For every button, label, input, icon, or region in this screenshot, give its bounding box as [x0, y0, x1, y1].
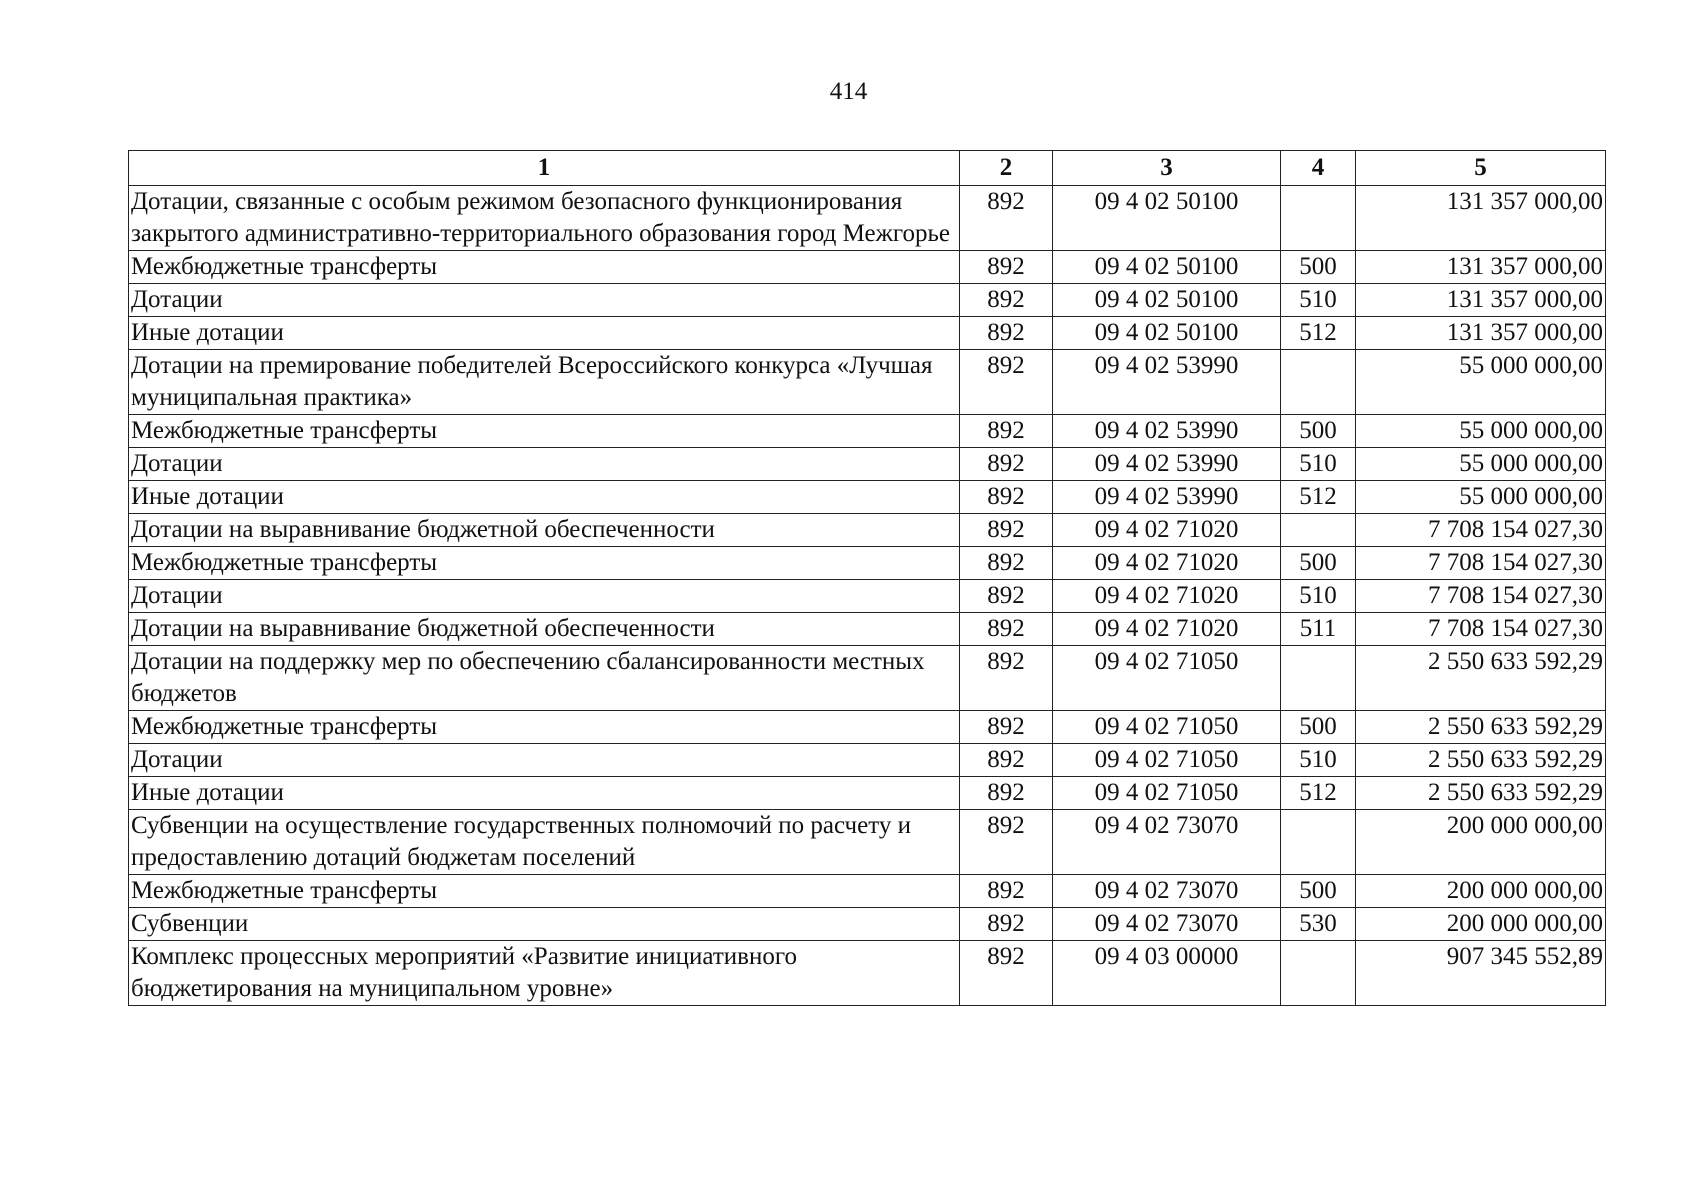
amount-cell: 7 708 154 027,30 — [1356, 580, 1606, 613]
ministry-code-cell: 892 — [960, 481, 1053, 514]
expense-type-cell: 500 — [1281, 251, 1356, 284]
ministry-code-cell: 892 — [960, 613, 1053, 646]
expense-type-cell: 500 — [1281, 875, 1356, 908]
expense-type-cell: 510 — [1281, 448, 1356, 481]
expense-type-cell — [1281, 350, 1356, 415]
target-article-cell: 09 4 02 50100 — [1053, 251, 1281, 284]
table-body — [129, 186, 1606, 1006]
table-row — [129, 547, 1606, 580]
column-header-2: 2 — [960, 151, 1053, 186]
ministry-code-cell: 892 — [960, 941, 1053, 1006]
table-row — [129, 580, 1606, 613]
column-header-4: 4 — [1281, 151, 1356, 186]
amount-cell: 2 550 633 592,29 — [1356, 744, 1606, 777]
row-name-cell: Дотации на поддержку мер по обеспечению сбалансированности местных бюджетов — [129, 646, 960, 711]
amount-cell: 55 000 000,00 — [1356, 415, 1606, 448]
row-name-cell: Комплекс процессных мероприятий «Развитие инициативного бюджетирования на муниципальном уровне» — [129, 941, 960, 1006]
row-name-cell: Иные дотации — [129, 481, 960, 514]
ministry-code-cell: 892 — [960, 317, 1053, 350]
amount-cell: 7 708 154 027,30 — [1356, 514, 1606, 547]
row-name-cell: Дотации — [129, 744, 960, 777]
row-name-cell: Дотации, связанные с особым режимом безопасного функционирования закрытого административно-территориального образования город Межгорье — [129, 186, 960, 251]
ministry-code-cell: 892 — [960, 186, 1053, 251]
amount-cell: 200 000 000,00 — [1356, 875, 1606, 908]
expense-type-cell: 511 — [1281, 613, 1356, 646]
expense-type-cell: 512 — [1281, 481, 1356, 514]
ministry-code-cell: 892 — [960, 514, 1053, 547]
ministry-code-cell: 892 — [960, 415, 1053, 448]
amount-cell: 7 708 154 027,30 — [1356, 613, 1606, 646]
target-article-cell: 09 4 02 50100 — [1053, 284, 1281, 317]
expense-type-cell: 510 — [1281, 744, 1356, 777]
table-row — [129, 646, 1606, 711]
table-row — [129, 875, 1606, 908]
amount-cell: 131 357 000,00 — [1356, 186, 1606, 251]
target-article-cell: 09 4 02 53990 — [1053, 481, 1281, 514]
row-name-cell: Дотации на премирование победителей Всероссийского конкурса «Лучшая муниципальная практика» — [129, 350, 960, 415]
ministry-code-cell: 892 — [960, 547, 1053, 580]
table-row — [129, 186, 1606, 251]
target-article-cell: 09 4 02 50100 — [1053, 186, 1281, 251]
column-header-5: 5 — [1356, 151, 1606, 186]
table-row — [129, 415, 1606, 448]
target-article-cell: 09 4 02 71050 — [1053, 711, 1281, 744]
table-row — [129, 481, 1606, 514]
expense-type-cell: 510 — [1281, 284, 1356, 317]
table-row — [129, 514, 1606, 547]
ministry-code-cell: 892 — [960, 875, 1053, 908]
target-article-cell: 09 4 02 53990 — [1053, 415, 1281, 448]
row-name-cell: Иные дотации — [129, 777, 960, 810]
target-article-cell: 09 4 02 71050 — [1053, 646, 1281, 711]
expense-type-cell: 500 — [1281, 711, 1356, 744]
table-row — [129, 711, 1606, 744]
row-name-cell: Межбюджетные трансферты — [129, 547, 960, 580]
amount-cell: 2 550 633 592,29 — [1356, 711, 1606, 744]
row-name-cell: Межбюджетные трансферты — [129, 711, 960, 744]
row-name-cell: Субвенции на осуществление государственных полномочий по расчету и предоставлению дотаций бюджетам поселений — [129, 810, 960, 875]
ministry-code-cell: 892 — [960, 350, 1053, 415]
row-name-cell: Дотации — [129, 284, 960, 317]
amount-cell: 2 550 633 592,29 — [1356, 646, 1606, 711]
expense-type-cell — [1281, 941, 1356, 1006]
table-row — [129, 317, 1606, 350]
ministry-code-cell: 892 — [960, 711, 1053, 744]
ministry-code-cell: 892 — [960, 777, 1053, 810]
row-name-cell: Дотации — [129, 580, 960, 613]
ministry-code-cell: 892 — [960, 284, 1053, 317]
column-header-3: 3 — [1053, 151, 1281, 186]
table-row — [129, 251, 1606, 284]
amount-cell: 200 000 000,00 — [1356, 810, 1606, 875]
table-row — [129, 613, 1606, 646]
target-article-cell: 09 4 02 71020 — [1053, 514, 1281, 547]
expense-type-cell — [1281, 646, 1356, 711]
table-header-row — [129, 151, 1606, 186]
expense-type-cell: 512 — [1281, 317, 1356, 350]
table-row — [129, 744, 1606, 777]
target-article-cell: 09 4 02 71020 — [1053, 580, 1281, 613]
expense-type-cell: 500 — [1281, 547, 1356, 580]
expense-type-cell: 512 — [1281, 777, 1356, 810]
target-article-cell: 09 4 02 73070 — [1053, 875, 1281, 908]
ministry-code-cell: 892 — [960, 580, 1053, 613]
amount-cell: 2 550 633 592,29 — [1356, 777, 1606, 810]
target-article-cell: 09 4 02 71020 — [1053, 613, 1281, 646]
target-article-cell: 09 4 02 53990 — [1053, 448, 1281, 481]
table-row — [129, 350, 1606, 415]
table-row — [129, 810, 1606, 875]
row-name-cell: Межбюджетные трансферты — [129, 875, 960, 908]
expense-type-cell: 500 — [1281, 415, 1356, 448]
table-row — [129, 908, 1606, 941]
ministry-code-cell: 892 — [960, 744, 1053, 777]
target-article-cell: 09 4 02 73070 — [1053, 908, 1281, 941]
budget-table — [128, 150, 1606, 1006]
ministry-code-cell: 892 — [960, 251, 1053, 284]
expense-type-cell — [1281, 810, 1356, 875]
table-row — [129, 284, 1606, 317]
table-row — [129, 777, 1606, 810]
target-article-cell: 09 4 03 00000 — [1053, 941, 1281, 1006]
row-name-cell: Дотации на выравнивание бюджетной обеспеченности — [129, 613, 960, 646]
target-article-cell: 09 4 02 53990 — [1053, 350, 1281, 415]
row-name-cell: Субвенции — [129, 908, 960, 941]
column-header-1: 1 — [129, 151, 960, 186]
row-name-cell: Межбюджетные трансферты — [129, 251, 960, 284]
amount-cell: 7 708 154 027,30 — [1356, 547, 1606, 580]
target-article-cell: 09 4 02 50100 — [1053, 317, 1281, 350]
amount-cell: 907 345 552,89 — [1356, 941, 1606, 1006]
target-article-cell: 09 4 02 71050 — [1053, 744, 1281, 777]
target-article-cell: 09 4 02 73070 — [1053, 810, 1281, 875]
amount-cell: 131 357 000,00 — [1356, 251, 1606, 284]
amount-cell: 55 000 000,00 — [1356, 350, 1606, 415]
expense-type-cell: 510 — [1281, 580, 1356, 613]
amount-cell: 131 357 000,00 — [1356, 284, 1606, 317]
target-article-cell: 09 4 02 71050 — [1053, 777, 1281, 810]
expense-type-cell — [1281, 514, 1356, 547]
amount-cell: 200 000 000,00 — [1356, 908, 1606, 941]
row-name-cell: Иные дотации — [129, 317, 960, 350]
row-name-cell: Дотации — [129, 448, 960, 481]
expense-type-cell — [1281, 186, 1356, 251]
amount-cell: 55 000 000,00 — [1356, 481, 1606, 514]
expense-type-cell: 530 — [1281, 908, 1356, 941]
ministry-code-cell: 892 — [960, 810, 1053, 875]
amount-cell: 131 357 000,00 — [1356, 317, 1606, 350]
amount-cell: 55 000 000,00 — [1356, 448, 1606, 481]
ministry-code-cell: 892 — [960, 908, 1053, 941]
row-name-cell: Дотации на выравнивание бюджетной обеспеченности — [129, 514, 960, 547]
ministry-code-cell: 892 — [960, 646, 1053, 711]
row-name-cell: Межбюджетные трансферты — [129, 415, 960, 448]
table-row — [129, 941, 1606, 1006]
table-row — [129, 448, 1606, 481]
target-article-cell: 09 4 02 71020 — [1053, 547, 1281, 580]
ministry-code-cell: 892 — [960, 448, 1053, 481]
page-number: 414 — [829, 78, 868, 105]
